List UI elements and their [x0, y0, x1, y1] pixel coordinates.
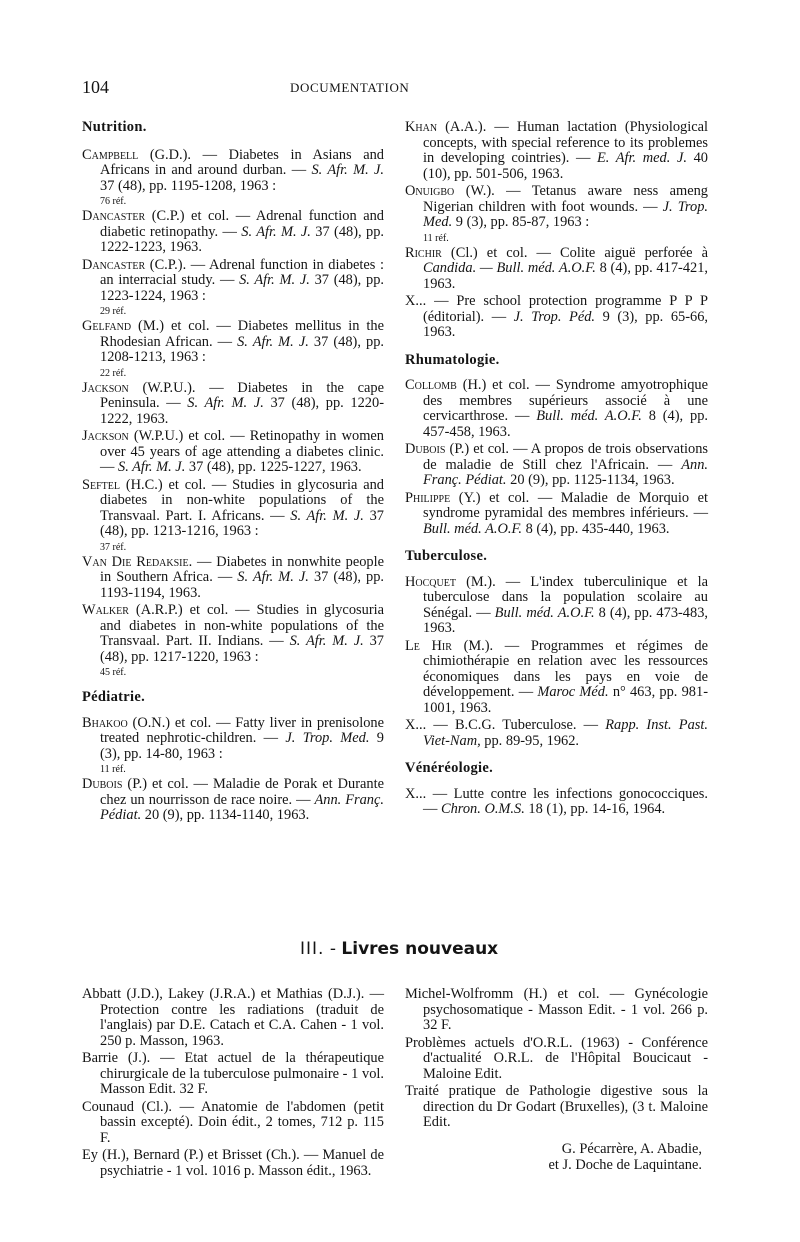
entry-details: 37 (48), pp. 1222-1223, 1963.: [100, 223, 384, 255]
entry-source: S. Afr. M. J.: [187, 395, 264, 411]
entry-text: (A.R.P.) et col. — Studies in glycosuria and diabetes in non-white populations of the Transvaal. Part. II. Indians. —: [100, 602, 384, 649]
entry-text: (C.P.) et col. — Adrenal function and diabetic retinopathy. —: [100, 208, 384, 240]
bibliography-entry: [405, 491, 708, 538]
entry-details: 8 (4), pp. 417-421, 1963.: [423, 260, 708, 292]
entry-text: (P.) et col. — A propos de trois observations de maladie de Still chez l'Africain. —: [423, 441, 708, 473]
entry-source: Ann. Franç. Pédiat.: [423, 456, 708, 488]
entry-details: 18 (1), pp. 14-16, 1964.: [524, 801, 666, 817]
entry-details: 8 (4), pp. 457-458, 1963.: [423, 408, 709, 440]
entry-author: Dubois: [405, 441, 446, 457]
section-heading-nutrition: Nutrition.: [82, 119, 147, 135]
section-title-livres-nouveaux: [300, 939, 498, 959]
book-entry: Barrie (J.). — Etat actuel de la thérapeutique chirurgicale de la tuberculose pulmonaire - 1 vol. Masson Edit. 32 F.: [82, 1050, 384, 1097]
entry-text: (W.P.U.). — Diabetes in the cape Peninsula. —: [100, 379, 384, 411]
section-heading-tuberculose: Tuberculose.: [405, 548, 488, 564]
entry-text: — B.C.G. Tuberculose. —: [426, 717, 606, 733]
entry-details: 37 (48), pp. 1217-1220, 1963 :: [100, 633, 384, 665]
bibliography-entry: [405, 120, 708, 182]
entry-source: Bull. méd. A.O.F.: [494, 604, 595, 621]
entry-source: Candida. — Bull. méd. A.O.F.: [423, 260, 596, 276]
bibliography-entry: [82, 429, 384, 476]
signature-line-1: G. Pécarrère, A. Abadie,: [561, 1140, 702, 1157]
entry-source: S. Afr. M. J.: [311, 162, 384, 178]
entry-details: 37 (48), pp. 1220-1222, 1963.: [100, 395, 384, 427]
entry-details: 37 (48), pp. 1213-1216, 1963 :: [100, 507, 384, 539]
entry-details: pp. 89-95, 1962.: [480, 732, 580, 749]
bibliography-entry: [405, 378, 708, 440]
entry-text: (Cl.) et col. — Colite aiguë perforée à: [441, 244, 708, 261]
entry-reference-count: 45 réf.: [100, 667, 127, 678]
entry-details: n° 463, pp. 981-1001, 1963.: [423, 684, 708, 716]
entry-details: 9 (3), pp. 65-66, 1963.: [423, 308, 709, 340]
entry-text: — Lutte contre les infections gonococciques. —: [423, 785, 708, 817]
bibliography-entry: [405, 639, 708, 717]
bibliography-entry: [405, 184, 708, 231]
bibliography-entry: [405, 787, 708, 818]
entry-source: Bull. méd. A.O.F.: [536, 408, 642, 424]
entry-source: Chron. O.M.S.: [441, 801, 525, 817]
entry-details: 37 (48), pp. 1223-1224, 1963 :: [100, 272, 384, 304]
entry-author: Bhakoo: [82, 714, 128, 731]
entry-author: Dancaster: [82, 256, 146, 273]
bibliography-entry: [405, 575, 708, 637]
entry-author: Jackson: [82, 379, 129, 396]
pediatrie-entries: [82, 716, 384, 824]
entry-author: Collomb: [405, 377, 457, 393]
entry-text: (M.) et col. — Diabetes mellitus in the Rhodesian African. —: [100, 318, 384, 350]
entry-text: (M.). — L'index tuberculinique et la tuberculose dans la population scolaire au Sénégal. —: [423, 573, 708, 621]
entry-source: J. Trop. Med.: [423, 198, 708, 230]
book-entry: Counaud (Cl.). — Anatomie de l'abdomen (petit bassin excepté). Doin édit., 2 tomes, 712 p. 115 F.: [82, 1098, 384, 1146]
entry-reference-count: 22 réf.: [100, 367, 127, 379]
entry-source: Rapp. Inst. Past. Viet-Nam,: [423, 717, 708, 749]
entry-text: . — Diabetes in nonwhite people in Southern Africa. —: [100, 553, 385, 585]
entry-author: Richir: [405, 244, 442, 261]
entry-source: J. Trop. Med.: [285, 730, 370, 746]
entry-source: S. Afr. M. J.: [237, 333, 309, 350]
bibliography-entry: [82, 209, 384, 256]
entry-reference-count: 11 réf.: [423, 232, 449, 244]
bibliography-entry: [82, 716, 384, 763]
venereologie-entries: [405, 787, 708, 818]
bibliography-entry: [405, 294, 708, 341]
entry-source: S. Afr. M. J.: [239, 272, 310, 288]
signature-line-2: et J. Doche de Laquintane.: [548, 1156, 702, 1173]
book-entry: Abbatt (J.D.), Lakey (J.R.A.) et Mathias (D.J.). — Protection contre les radiations (traduit de l'anglais) par D.E. Catach et C.A. Cahen - 1 vol. 250 p. Masson, 1963.: [82, 986, 384, 1049]
book-entries-left: [82, 987, 384, 1179]
entry-source: S. Afr. M. J.: [237, 569, 309, 585]
entry-text: (A.A.). — Human lactation (Physiological concepts, with special reference to its problemes in developing cointries). —: [423, 119, 708, 166]
entry-text: (H.) et col. — Syndrome amyotrophique des membres supérieurs associé à une cervicarthrose. —: [423, 377, 708, 424]
entry-text: (M.). — Programmes et régimes de chimiothérapie en relation avec les ressources économiques dans les pays en voie de développement. —: [423, 637, 708, 700]
bibliography-entry: [405, 442, 708, 489]
bibliography-entry: [405, 718, 708, 749]
section-numeral: III.: [300, 939, 325, 959]
entry-author: Khan: [405, 119, 438, 135]
entry-author: Van Die Redaksie: [82, 553, 189, 570]
entry-details: 37 (48), pp. 1193-1194, 1963.: [100, 569, 384, 601]
entry-source: Bull. méd. A.O.F.: [423, 520, 522, 537]
entry-author: Dancaster: [82, 208, 146, 224]
entry-source: E. Afr. med. J.: [597, 150, 687, 166]
entry-author: Seftel: [82, 476, 120, 493]
entry-details: 20 (9), pp. 1134-1140, 1963.: [141, 807, 310, 823]
bibliography-entry: [82, 603, 384, 665]
entry-author: X...: [405, 717, 427, 733]
bibliography-entry: [82, 258, 384, 305]
entry-source: S. Afr. M. J.: [289, 633, 364, 649]
entry-text: (W.P.U.) et col. — Retinopathy in women over 45 years of age attending a diabetes clinic. —: [100, 428, 384, 475]
book-entry: Ey (H.), Bernard (P.) et Brisset (Ch.). — Manuel de psychiatrie - 1 vol. 1016 p. Masson édit., 1963.: [82, 1147, 384, 1179]
entry-details: 37 (48), pp. 1195-1208, 1963 :: [100, 177, 277, 194]
entry-author: X...: [405, 293, 427, 309]
entry-details: 9 (3), pp. 14-80, 1963 :: [100, 730, 385, 762]
entry-reference-count: 11 réf.: [100, 764, 126, 775]
entry-details: 8 (4), pp. 435-440, 1963.: [522, 520, 670, 537]
entry-author: Walker: [82, 602, 129, 618]
nutrition-entries: [82, 148, 384, 679]
entry-author: Philippe: [405, 489, 451, 506]
bibliography-entry: [82, 319, 384, 366]
section-heading-pediatrie: Pédiatrie.: [82, 689, 145, 705]
entry-source: S. Afr. M. J.: [290, 507, 364, 524]
entry-text: (O.N.) et col. — Fatty liver in prenisolone treated nephrotic-children. —: [100, 714, 384, 746]
entry-author: X...: [405, 785, 427, 802]
entry-source: S. Afr. M. J.: [241, 223, 311, 240]
section-heading-venereologie: Vénéréologie.: [405, 760, 494, 776]
entry-text: (H.C.) et col. — Studies in glycosuria and diabetes in non-white populations of the Transvaal. Part. I. Africans. —: [100, 476, 384, 524]
bibliography-entry: [82, 777, 384, 824]
entry-text: (W.). — Tetanus aware ness ameng Nigerian children with foot wounds. —: [423, 183, 708, 215]
entry-source: S. Afr. M. J.: [118, 459, 186, 475]
entry-text: (C.P.). — Adrenal function in diabetes : an interracial study. —: [100, 256, 384, 288]
bibliography-entry: [82, 555, 384, 602]
entry-reference-count: 76 réf.: [100, 196, 127, 207]
entry-text: (P.) et col. — Maladie de Porak et Durante chez un nourrisson de race noire. —: [100, 776, 384, 808]
section-heading-rhumatologie: Rhumatologie.: [405, 351, 500, 368]
entry-author: Dubois: [82, 776, 123, 792]
entry-details: 40 (10), pp. 501-506, 1963.: [423, 150, 708, 182]
entry-author: Campbell: [82, 146, 139, 163]
books-left-column: [82, 987, 384, 1181]
entry-details: 8 (4), pp. 473-483, 1963.: [423, 604, 708, 636]
nutrition-entries-continued: [405, 120, 708, 341]
left-column: [82, 120, 384, 826]
bibliography-entry: [82, 478, 384, 540]
entry-text: (G.D.). — Diabetes in Asians and Africans in and around durban. —: [100, 146, 384, 178]
entry-text: — Pre school protection programme P P P (éditorial). —: [423, 293, 708, 325]
book-entry: Michel-Wolfromm (H.) et col. — Gynécologie psychosomatique - Masson Edit. - 1 vol. 266 p. 32 F.: [405, 986, 708, 1033]
books-right-column: [405, 987, 708, 1173]
bibliography-entry: [405, 246, 708, 293]
entry-source: Maroc Méd.: [537, 684, 609, 700]
entry-reference-count: 37 réf.: [100, 541, 127, 553]
book-entries-right: [405, 987, 708, 1131]
book-entry: Traité pratique de Pathologie digestive sous la direction du Dr Godart (Bruxelles), (3 t. Maloine Edit.: [405, 1083, 708, 1130]
bibliography-entry: [82, 381, 384, 428]
bibliography-entry: [82, 148, 384, 195]
entry-source: Ann. Franç. Pédiat.: [100, 791, 384, 823]
tuberculose-entries: [405, 575, 708, 750]
entry-details: 20 (9), pp. 1125-1134, 1963.: [506, 472, 675, 488]
entry-author: Hocquet: [405, 573, 456, 590]
section-label: Livres nouveaux: [341, 939, 499, 959]
entry-text: (Y.) et col. — Maladie de Morquio et syndrome pyramidal des membres inférieurs. —: [423, 489, 708, 521]
entry-details: 37 (48), pp. 1225-1227, 1963.: [185, 459, 362, 475]
entry-source: J. Trop. Péd.: [513, 308, 596, 325]
signature: [405, 1141, 708, 1173]
entry-details: 37 (48), pp. 1208-1213, 1963 :: [100, 333, 384, 365]
book-entry: Problèmes actuels d'O.R.L. (1963) - Conférence d'actualité O.R.L. de l'Hôpital Boucicaut - Maloine Edit.: [405, 1034, 708, 1082]
entry-author: Gelfand: [82, 318, 132, 334]
entry-author: Le Hir: [405, 637, 452, 654]
right-column: [405, 120, 708, 820]
running-head: DOCUMENTATION: [290, 80, 410, 95]
page-number: 104: [82, 77, 109, 97]
entry-author: Onuigbo: [405, 183, 455, 199]
entry-reference-count: 29 réf.: [100, 306, 127, 317]
section-dash: -: [324, 939, 342, 959]
entry-details: 9 (3), pp. 85-87, 1963 :: [452, 214, 590, 230]
entry-author: Jackson: [82, 428, 129, 444]
rhumatologie-entries: [405, 378, 708, 537]
